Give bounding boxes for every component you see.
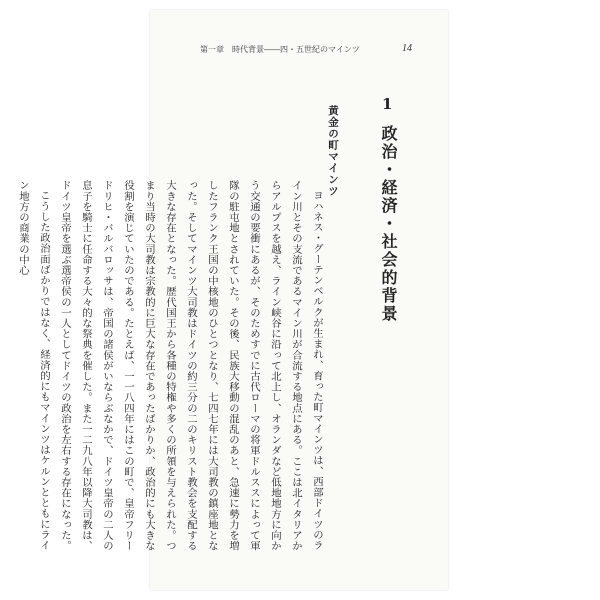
paragraph: ヨハネス・グーテンベルクが生まれ、育った町マインツは、西部ドイツのライン川とその支流であるマイン川が合流する地点にある。ここは北イタリアからアルプスを越え、ライン峡谷に沿って北上し、オランダなど低地地方に向かう交通の要衝にあるが、そのためすでに古代ローマの将軍ドルススによって軍隊の駐屯地とされていた。その後、民族大移動の混乱のあと、急速に勢力を増したフランク王国の中核地のひとつとなり、七四七年には大司教の鎮座地となった。そしてマインツ大司教はドイツの約三分の二のキリスト教会を支配する大きな存在となった。歴代国王から各種の特権や多くの所領を与えられた。つまり当時の大司教は宗教的に巨大な存在であったばかりか、政治的にも大きな役割を演じていたのである。たとえば、一一八四年にはこの町で、皇帝フリードリヒ・バルバロッサは、帝国の諸侯がいならぶなかで、ドイツ皇帝の二人の息子を騎士に任命する大々的な祭典を催した。また一二九八年以降大司教は、ドイツ皇帝を選ぶ選帝侯の一人としてドイツの政治を左右する存在になった。 bbox=[59, 180, 323, 551]
running-header bbox=[200, 43, 412, 55]
section-number: 1 bbox=[382, 95, 393, 113]
subheading: 黄金の町マインツ bbox=[327, 105, 339, 197]
paragraph: こうした政治面ばかりではなく、経済的にもマインツはケルンとともにライン地方の商業の中心 bbox=[17, 180, 50, 551]
body-text bbox=[17, 180, 327, 560]
chapter-title: 第一章 時代背景――四・五世紀のマインツ bbox=[200, 45, 360, 54]
section-title: 政治・経済・社会的背景 bbox=[379, 125, 398, 323]
page-number: 14 bbox=[402, 43, 412, 54]
